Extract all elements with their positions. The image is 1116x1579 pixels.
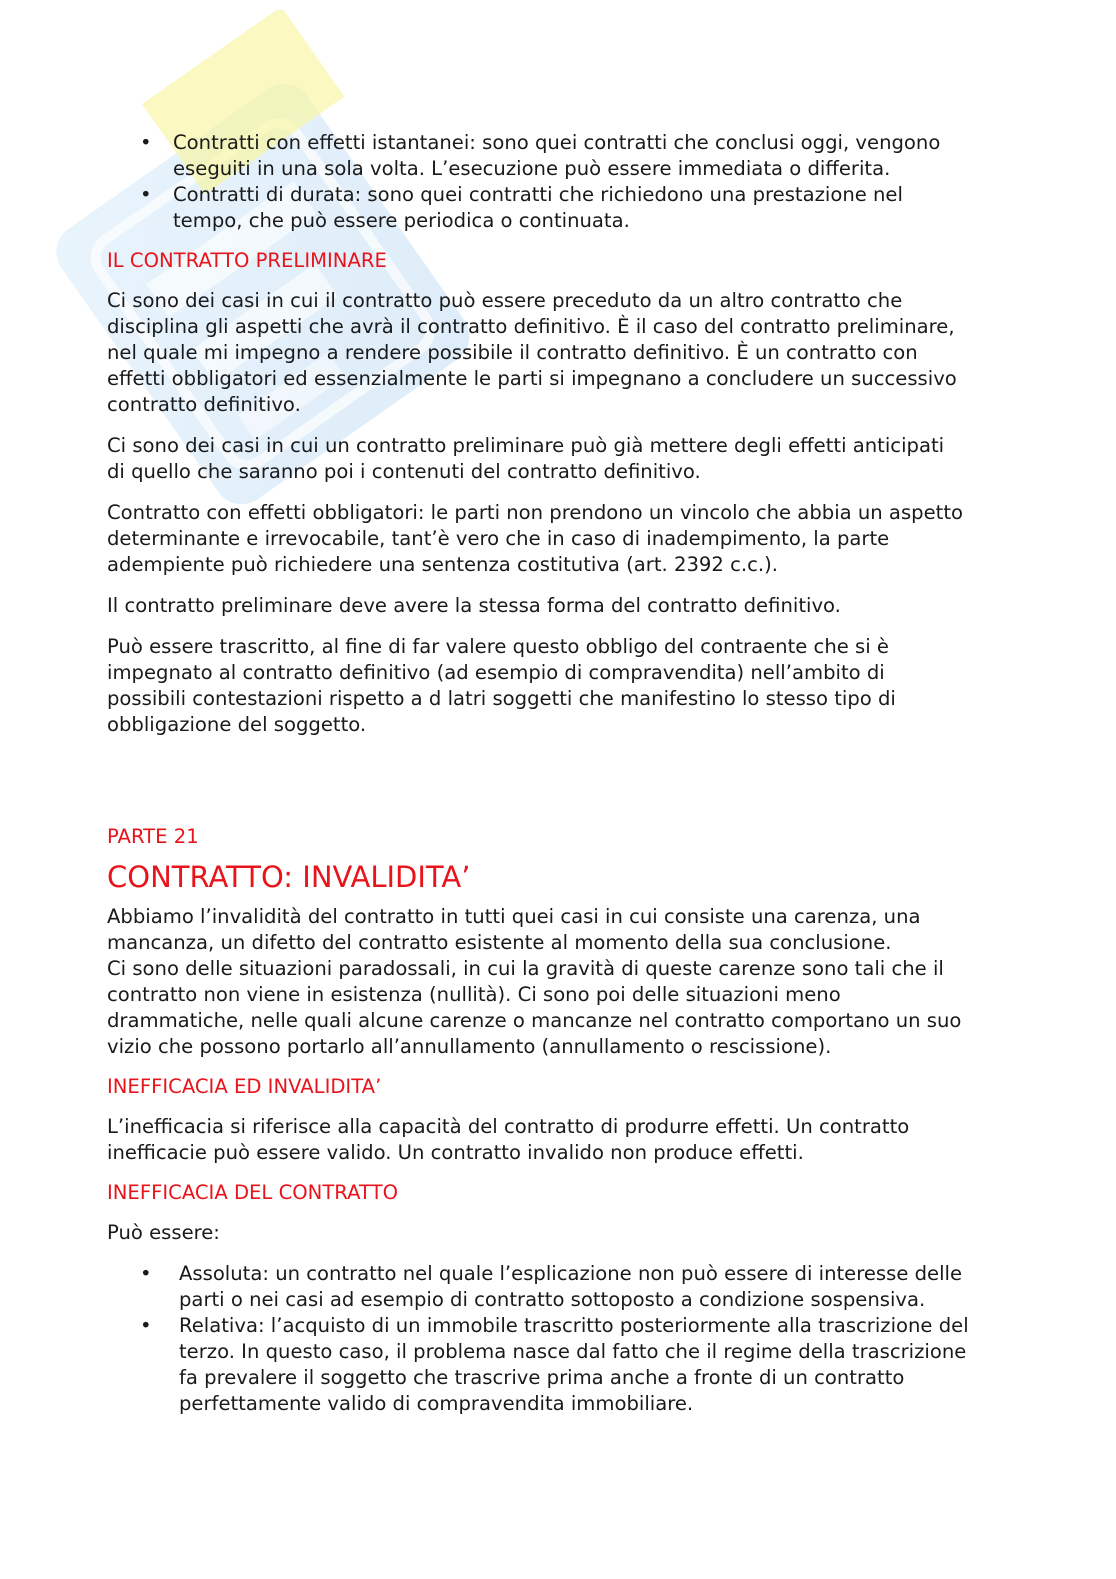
list-item-line: tempo, che può essere periodica o continuata. [173, 209, 630, 232]
document-page [107, 130, 1007, 1417]
paragraph-line: effetti obbligatori ed essenzialmente le parti si impegnano a concludere un successivo [107, 367, 957, 390]
list-item-line: Assoluta: un contratto nel quale l’esplicazione non può essere di interesse delle [179, 1262, 963, 1285]
paragraph-line: Può essere trascritto, al fine di far valere questo obbligo del contraente che si è [107, 635, 889, 658]
paragraph-line: Ci sono dei casi in cui il contratto può essere preceduto da un altro contratto che [107, 289, 903, 312]
paragraph-line: impegnato al contratto definitivo (ad esempio di compravendita) nell’ambito di [107, 661, 885, 684]
paragraph-line: di quello che saranno poi i contenuti del contratto definitivo. [107, 460, 701, 483]
paragraph [107, 433, 1007, 485]
list-item [107, 182, 1007, 234]
list-item-line: Contratti con effetti istantanei: sono quei contratti che conclusi oggi, vengono [173, 131, 941, 154]
paragraph-line: obbligazione del soggetto. [107, 713, 367, 736]
paragraph [107, 593, 1007, 619]
paragraph-line: inefficacie può essere valido. Un contratto invalido non produce effetti. [107, 1141, 804, 1164]
paragraph-line: vizio che possono portarlo all’annullamento (annullamento o rescissione). [107, 1035, 832, 1058]
paragraph [107, 288, 1007, 418]
paragraph-line: Contratto con effetti obbligatori: le parti non prendono un vincolo che abbia un aspetto [107, 501, 963, 524]
list-item-line: parti o nei casi ad esempio di contratto sottoposto a condizione sospensiva. [179, 1288, 926, 1311]
paragraph-line: Abbiamo l’invalidità del contratto in tutti quei casi in cui consiste una carenza, una [107, 905, 921, 928]
section-heading-inefficacia-invalidita: INEFFICACIA ED INVALIDITA’ [107, 1075, 382, 1098]
paragraph-line: mancanza, un difetto del contratto esistente al momento della sua conclusione. [107, 931, 892, 954]
paragraph-line: Il contratto preliminare deve avere la stessa forma del contratto definitivo. [107, 594, 841, 617]
paragraph [107, 904, 1007, 1060]
paragraph [107, 634, 1007, 738]
page-title: CONTRATTO: INVALIDITA’ [107, 860, 471, 894]
section-heading-preliminare: IL CONTRATTO PRELIMINARE [107, 249, 387, 272]
bullet-icon: • [140, 1314, 152, 1337]
bullet-icon: • [140, 183, 152, 206]
list-item [107, 1261, 1007, 1313]
list-item-line: Contratti di durata: sono quei contratti che richiedono una prestazione nel [173, 183, 903, 206]
bullet-icon: • [140, 131, 152, 154]
paragraph-line: contratto definitivo. [107, 393, 301, 416]
list-item [107, 130, 1007, 182]
contract-types-list [107, 130, 1007, 234]
paragraph: Può essere: [107, 1221, 220, 1244]
paragraph-line: determinante e irrevocabile, tant’è vero che in caso di inadempimento, la parte [107, 527, 890, 550]
paragraph-line: nel quale mi impegno a rendere possibile il contratto definitivo. È un contratto con [107, 341, 918, 364]
list-item-line: terzo. In questo caso, il problema nasce dal fatto che il regime della trascrizione [179, 1340, 967, 1363]
paragraph-line: Ci sono dei casi in cui un contratto preliminare può già mettere degli effetti anticipati [107, 434, 945, 457]
paragraph [107, 500, 1007, 578]
list-item-line: eseguiti in una sola volta. L’esecuzione può essere immediata o differita. [173, 157, 891, 180]
paragraph-line: possibili contestazioni rispetto a d latri soggetti che manifestino lo stesso tipo di [107, 687, 896, 710]
bullet-icon: • [140, 1262, 152, 1285]
part-label: PARTE 21 [107, 825, 199, 848]
paragraph-line: Ci sono delle situazioni paradossali, in cui la gravità di queste carenze sono tali che il [107, 957, 944, 980]
paragraph-line: contratto non viene in esistenza (nullità). Ci sono poi delle situazioni meno [107, 983, 841, 1006]
section-heading-inefficacia-contratto: INEFFICACIA DEL CONTRATTO [107, 1181, 399, 1204]
paragraph-line: disciplina gli aspetti che avrà il contratto definitivo. È il caso del contratto preliminare, [107, 315, 955, 338]
paragraph [107, 1114, 1007, 1166]
paragraph-line: L’inefficacia si riferisce alla capacità del contratto di produrre effetti. Un contratto [107, 1115, 910, 1138]
inefficacia-types-list [107, 1261, 1007, 1417]
list-item-line: perfettamente valido di compravendita immobiliare. [179, 1392, 694, 1415]
list-item [107, 1313, 1007, 1417]
paragraph-line: adempiente può richiedere una sentenza costitutiva (art. 2392 c.c.). [107, 553, 778, 576]
list-item-line: fa prevalere il soggetto che trascrive prima anche a fronte di un contratto [179, 1366, 905, 1389]
paragraph-line: drammatiche, nelle quali alcune carenze o mancanze nel contratto comportano un suo [107, 1009, 962, 1032]
list-item-line: Relativa: l’acquisto di un immobile trascritto posteriormente alla trascrizione del [179, 1314, 969, 1337]
